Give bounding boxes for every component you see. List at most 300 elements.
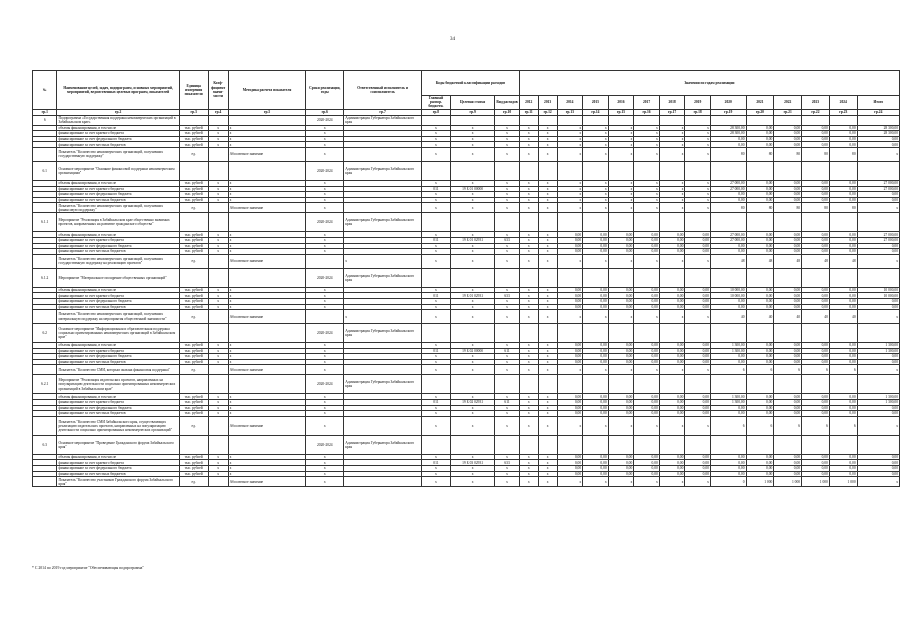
- table-cell: х: [228, 136, 306, 142]
- table-cell: [802, 268, 830, 287]
- table-cell: х: [421, 411, 450, 417]
- table-cell: 28 300,00: [710, 125, 746, 131]
- table-cell: 0,00: [685, 460, 711, 466]
- table-cell: х: [421, 287, 450, 293]
- table-cell: х: [495, 310, 519, 324]
- table-cell: х: [208, 304, 228, 310]
- table-cell: 0,00: [583, 354, 609, 360]
- table-cell: 0,00: [608, 460, 634, 466]
- table-cell: х: [421, 471, 450, 477]
- table-cell: х: [421, 136, 450, 142]
- table-cell: х: [608, 136, 634, 142]
- table-cell: [208, 115, 228, 125]
- table-cell: х: [685, 131, 711, 137]
- table-cell: финансирование за счет местных бюджетов: [57, 471, 179, 477]
- table-cell: 0,00: [802, 411, 830, 417]
- table-row: [33, 324, 900, 343]
- table-cell: [306, 310, 344, 324]
- table-cell: 0,00: [583, 348, 609, 354]
- table-cell: [710, 213, 746, 232]
- table-row: [33, 435, 900, 454]
- header-year: 2022: [774, 96, 802, 110]
- table-cell: х: [306, 131, 344, 137]
- table-cell: х: [228, 237, 306, 243]
- header-col-number: гр.5: [228, 109, 306, 115]
- table-row: [33, 365, 900, 375]
- table-cell: х: [634, 197, 660, 203]
- table-cell: 0,00: [802, 180, 830, 186]
- table-cell: 0,00: [857, 359, 899, 365]
- table-cell: 0,00: [774, 180, 802, 186]
- program-table: [32, 70, 900, 487]
- table-cell: Показатель "Количество некоммерческих организаций, получивших материальную поддержку на мероприятия общественной значимости": [57, 310, 179, 324]
- table-cell: 011: [421, 237, 450, 243]
- table-cell: х: [208, 400, 228, 406]
- table-cell: Показатель "Количество участников Гражданского форума Забайкальского края": [57, 477, 179, 487]
- table-cell: 0,00: [557, 293, 583, 299]
- table-cell: х: [583, 477, 609, 487]
- table-cell: [538, 213, 557, 232]
- table-cell: х: [538, 147, 557, 161]
- table-cell: 0,00: [659, 243, 685, 249]
- table-cell: х: [557, 142, 583, 148]
- table-cell: [857, 435, 899, 454]
- table-cell: 27 000,00: [857, 186, 899, 192]
- table-cell: 0,00: [857, 142, 899, 148]
- table-cell: 28 300,00: [857, 125, 899, 131]
- table-cell: 0,00: [710, 136, 746, 142]
- header-method: Методика расчета показателя: [228, 71, 306, 110]
- table-row: [33, 115, 900, 125]
- table-cell: х: [519, 466, 538, 472]
- table-cell: [450, 213, 494, 232]
- table-cell: х: [495, 147, 519, 161]
- table-row: [33, 477, 900, 487]
- table-cell: 0,00: [774, 298, 802, 304]
- table-cell: х: [538, 400, 557, 406]
- table-cell: 0,00: [634, 249, 660, 255]
- table-cell: 0,00: [774, 460, 802, 466]
- table-cell: х: [306, 293, 344, 299]
- table-cell: [208, 416, 228, 435]
- table-cell: [495, 115, 519, 125]
- table-cell: [421, 213, 450, 232]
- table-cell: 0,00: [608, 394, 634, 400]
- table-cell: 27 000,00: [710, 180, 746, 186]
- table-cell: х: [208, 354, 228, 360]
- table-cell: финансирование за счет краевого бюджета: [57, 400, 179, 406]
- table-cell: [802, 324, 830, 343]
- table-cell: финансирование за счет федерального бюджета: [57, 466, 179, 472]
- table-cell: 0,00: [774, 237, 802, 243]
- table-cell: х: [228, 180, 306, 186]
- table-cell: [857, 213, 899, 232]
- table-cell: х: [228, 354, 306, 360]
- table-cell: 0,00: [710, 197, 746, 203]
- table-cell: 0,00: [829, 304, 857, 310]
- table-cell: х: [583, 254, 609, 268]
- table-cell: [538, 161, 557, 180]
- table-cell: 0,00: [659, 298, 685, 304]
- table-cell: 0,00: [583, 471, 609, 477]
- table-cell: тыс. рублей: [179, 237, 208, 243]
- table-cell: финансирование за счет местных бюджетов: [57, 304, 179, 310]
- table-cell: 2020-2024: [306, 115, 344, 125]
- table-cell: 19 Б 01 02931: [450, 237, 494, 243]
- table-cell: 0,00: [829, 359, 857, 365]
- table-cell: 0,00: [746, 197, 774, 203]
- header-col-number: гр.21: [774, 109, 802, 115]
- table-cell: х: [608, 192, 634, 198]
- table-cell: ед.: [179, 147, 208, 161]
- table-cell: финансирование за счет федерального бюджета: [57, 298, 179, 304]
- table-cell: х: [519, 416, 538, 435]
- table-cell: 0,00: [634, 298, 660, 304]
- table-row: [33, 161, 900, 180]
- table-cell: х: [495, 416, 519, 435]
- table-cell: х: [421, 254, 450, 268]
- table-cell: х: [228, 348, 306, 354]
- table-cell: финансирование за счет федерального бюджета: [57, 405, 179, 411]
- table-cell: х: [495, 203, 519, 213]
- table-cell: 2020-2024: [306, 161, 344, 180]
- table-cell: х: [450, 180, 494, 186]
- table-cell: 0,00: [746, 232, 774, 238]
- table-cell: [519, 324, 538, 343]
- table-body: [33, 115, 900, 487]
- table-cell: х: [306, 411, 344, 417]
- table-cell: х: [306, 249, 344, 255]
- table-cell: х: [557, 131, 583, 137]
- table-cell: х: [306, 416, 344, 435]
- table-cell: [746, 268, 774, 287]
- table-cell: 0,00: [857, 192, 899, 198]
- header-col-number: гр.23: [829, 109, 857, 115]
- table-cell: 0,00: [802, 287, 830, 293]
- table-cell: х: [583, 416, 609, 435]
- header-kbk-col: Целевая статья: [450, 96, 494, 110]
- table-cell: 6: [710, 416, 746, 435]
- table-cell: х: [538, 232, 557, 238]
- table-cell: 0,00: [857, 454, 899, 460]
- table-cell: [557, 324, 583, 343]
- table-cell: Мероприятие "Реализация в Забайкальском крае общественно значимых проектов, направленных на развитие гражданского общества": [57, 213, 179, 232]
- table-cell: [450, 115, 494, 125]
- table-cell: х: [228, 192, 306, 198]
- table-cell: тыс. рублей: [179, 304, 208, 310]
- table-cell: [608, 375, 634, 394]
- table-cell: 2020-2024: [306, 213, 344, 232]
- table-cell: [538, 435, 557, 454]
- table-cell: х: [583, 197, 609, 203]
- table-cell: 0,00: [608, 232, 634, 238]
- table-cell: [421, 324, 450, 343]
- table-cell: Основное мероприятие "Информационная и образовательная поддержка социально ориентированных некоммерческих организаций в Забайкальском крае": [57, 324, 179, 343]
- table-cell: [608, 435, 634, 454]
- table-cell: [495, 375, 519, 394]
- table-cell: 0,00: [710, 304, 746, 310]
- table-cell: Администрация Губернатора Забайкальского края: [344, 161, 422, 180]
- table-cell: [746, 324, 774, 343]
- table-cell: 0,00: [685, 405, 711, 411]
- table-cell: 0,00: [802, 237, 830, 243]
- table-cell: х: [450, 131, 494, 137]
- table-cell: [583, 161, 609, 180]
- table-cell: [802, 435, 830, 454]
- table-cell: х: [421, 192, 450, 198]
- table-cell: х: [208, 466, 228, 472]
- header-year: Итого: [857, 96, 899, 110]
- table-cell: х: [306, 287, 344, 293]
- table-cell: х: [583, 365, 609, 375]
- table-cell: 0,00: [774, 343, 802, 349]
- table-cell: х: [583, 310, 609, 324]
- table-cell: 0,00: [802, 125, 830, 131]
- table-cell: 0,00: [774, 348, 802, 354]
- table-cell: [495, 213, 519, 232]
- table-row: [33, 254, 900, 268]
- table-cell: 27 000,00: [857, 237, 899, 243]
- table-cell: 0,00: [685, 232, 711, 238]
- table-cell: 0,00: [829, 298, 857, 304]
- table-cell: х: [228, 343, 306, 349]
- table-cell: х: [228, 186, 306, 192]
- table-cell: [746, 435, 774, 454]
- table-cell: х: [519, 298, 538, 304]
- table-cell: [857, 161, 899, 180]
- table-cell: финансирование за счет федерального бюджета: [57, 192, 179, 198]
- table-cell: 0,00: [608, 400, 634, 406]
- table-cell: 40: [710, 310, 746, 324]
- table-cell: 0,00: [634, 466, 660, 472]
- table-cell: х: [538, 411, 557, 417]
- table-cell: х: [608, 416, 634, 435]
- table-cell: [33, 203, 57, 213]
- table-cell: ед.: [179, 254, 208, 268]
- table-cell: х: [685, 125, 711, 131]
- table-cell: х: [519, 147, 538, 161]
- table-cell: х: [519, 460, 538, 466]
- table-cell: [659, 268, 685, 287]
- table-cell: 48: [829, 254, 857, 268]
- table-cell: х: [659, 131, 685, 137]
- table-cell: х: [306, 477, 344, 487]
- table-cell: [228, 213, 306, 232]
- table-cell: х: [450, 466, 494, 472]
- table-cell: 0,00: [746, 287, 774, 293]
- table-cell: [685, 161, 711, 180]
- table-cell: 0: [710, 477, 746, 487]
- table-cell: 0,00: [802, 192, 830, 198]
- table-row: [33, 310, 900, 324]
- table-cell: [179, 435, 208, 454]
- table-cell: 1 300,00: [710, 348, 746, 354]
- table-cell: х: [208, 186, 228, 192]
- table-cell: [659, 213, 685, 232]
- table-cell: 0,00: [583, 304, 609, 310]
- table-cell: 0,00: [829, 237, 857, 243]
- table-cell: х: [208, 348, 228, 354]
- header-year: 2020: [710, 96, 746, 110]
- table-cell: 48: [774, 254, 802, 268]
- table-cell: [208, 268, 228, 287]
- table-cell: [344, 365, 422, 375]
- table-cell: 0,00: [685, 454, 711, 460]
- table-cell: х: [421, 343, 450, 349]
- table-cell: 40: [802, 310, 830, 324]
- table-cell: 0,00: [857, 298, 899, 304]
- table-cell: 6: [802, 365, 830, 375]
- table-cell: х: [228, 232, 306, 238]
- table-cell: х: [344, 254, 422, 268]
- table-cell: [802, 375, 830, 394]
- table-cell: х: [306, 136, 344, 142]
- table-cell: финансирование за счет федерального бюджета: [57, 136, 179, 142]
- table-cell: х: [421, 249, 450, 255]
- table-cell: х: [659, 197, 685, 203]
- header-responsible: Ответственный исполнитель и соисполнитель: [344, 71, 422, 110]
- table-cell: 10 000,00: [857, 293, 899, 299]
- table-cell: финансирование за счет местных бюджетов: [57, 411, 179, 417]
- table-cell: х: [421, 394, 450, 400]
- table-cell: х: [208, 460, 228, 466]
- table-cell: х: [228, 249, 306, 255]
- table-cell: х: [634, 254, 660, 268]
- table-cell: 0,00: [802, 359, 830, 365]
- table-cell: [774, 161, 802, 180]
- table-cell: [634, 324, 660, 343]
- table-cell: х: [538, 354, 557, 360]
- table-cell: 0,00: [857, 466, 899, 472]
- table-cell: 0,00: [857, 197, 899, 203]
- table-cell: х: [450, 304, 494, 310]
- table-cell: х: [495, 125, 519, 131]
- table-cell: х: [495, 298, 519, 304]
- table-cell: [208, 203, 228, 213]
- header-period: Сроки реализации, годы: [306, 71, 344, 110]
- table-cell: 0,00: [746, 466, 774, 472]
- table-cell: 0,00: [685, 354, 711, 360]
- table-cell: 0,00: [685, 400, 711, 406]
- table-cell: 0,00: [634, 471, 660, 477]
- table-cell: [519, 268, 538, 287]
- table-cell: 1 300,00: [710, 394, 746, 400]
- table-cell: х: [519, 359, 538, 365]
- table-cell: [450, 268, 494, 287]
- table-cell: [685, 115, 711, 125]
- table-cell: х: [659, 147, 685, 161]
- table-cell: Администрация Губернатора Забайкальского края: [344, 115, 422, 125]
- table-cell: тыс. рублей: [179, 354, 208, 360]
- table-cell: 0,00: [659, 359, 685, 365]
- table-cell: х: [306, 460, 344, 466]
- table-cell: 0,00: [802, 394, 830, 400]
- table-cell: 0,00: [710, 298, 746, 304]
- table-cell: [774, 268, 802, 287]
- table-cell: х: [557, 180, 583, 186]
- table-cell: 0,00: [659, 304, 685, 310]
- table-cell: 0,00: [774, 454, 802, 460]
- table-cell: х: [519, 304, 538, 310]
- table-cell: 0,00: [746, 293, 774, 299]
- table-cell: х: [306, 243, 344, 249]
- table-cell: х: [306, 192, 344, 198]
- header-year: 2017: [634, 96, 660, 110]
- table-cell: х: [495, 365, 519, 375]
- table-cell: 0,00: [746, 298, 774, 304]
- table-cell: Основное мероприятие "Проведение Гражданского форума Забайкальского края": [57, 435, 179, 454]
- table-cell: 0,00: [634, 243, 660, 249]
- header-year: 2024: [829, 96, 857, 110]
- program-table-sheet: [32, 70, 900, 487]
- table-cell: тыс. рублей: [179, 343, 208, 349]
- table-cell: Показатель "Количество СМИ, которым оказана финансовая поддержка": [57, 365, 179, 375]
- table-cell: 0,00: [659, 237, 685, 243]
- table-cell: х: [857, 254, 899, 268]
- table-cell: [829, 213, 857, 232]
- table-cell: 0,00: [659, 354, 685, 360]
- table-cell: 1 000: [746, 477, 774, 487]
- table-cell: 611: [495, 400, 519, 406]
- table-cell: 0,00: [634, 394, 660, 400]
- table-cell: 0,00: [685, 298, 711, 304]
- table-cell: [179, 161, 208, 180]
- table-cell: 0,00: [634, 287, 660, 293]
- table-cell: тыс. рублей: [179, 293, 208, 299]
- table-cell: х: [659, 192, 685, 198]
- table-cell: 0,00: [829, 394, 857, 400]
- table-cell: 0,00: [829, 197, 857, 203]
- table-cell: финансирование за счет краевого бюджета: [57, 237, 179, 243]
- table-cell: 10 000,00: [857, 287, 899, 293]
- table-cell: [608, 161, 634, 180]
- table-cell: 6.2.1: [33, 375, 57, 394]
- table-cell: 0,00: [659, 454, 685, 460]
- table-cell: [208, 375, 228, 394]
- table-cell: [746, 213, 774, 232]
- table-cell: [519, 161, 538, 180]
- table-cell: [634, 435, 660, 454]
- table-cell: [608, 213, 634, 232]
- table-cell: 0,00: [746, 400, 774, 406]
- table-cell: [634, 161, 660, 180]
- table-cell: 0,00: [746, 136, 774, 142]
- table-cell: Подпрограмма «Государственная поддержка некоммерческих организаций в Забайкальском крае»: [57, 115, 179, 125]
- table-cell: 6.1.2: [33, 268, 57, 287]
- table-cell: [421, 375, 450, 394]
- table-cell: 1 300,00: [857, 343, 899, 349]
- table-cell: финансирование за счет местных бюджетов: [57, 249, 179, 255]
- table-cell: 611: [495, 348, 519, 354]
- table-cell: 0,00: [829, 192, 857, 198]
- table-cell: х: [685, 477, 711, 487]
- table-cell: 0,00: [659, 394, 685, 400]
- header-col-number: гр.1: [33, 109, 57, 115]
- table-cell: [208, 147, 228, 161]
- table-cell: [685, 268, 711, 287]
- table-cell: х: [208, 192, 228, 198]
- table-cell: 0,00: [857, 304, 899, 310]
- table-cell: [583, 115, 609, 125]
- table-cell: х: [208, 136, 228, 142]
- header-kbk-group: Коды бюджетной классификации расходов: [421, 71, 519, 96]
- table-cell: 0,00: [608, 471, 634, 477]
- table-cell: 0,00: [774, 359, 802, 365]
- table-row: [33, 213, 900, 232]
- table-cell: 0,00: [608, 454, 634, 460]
- table-cell: 0,00: [583, 359, 609, 365]
- table-cell: Абсолютное значение: [228, 365, 306, 375]
